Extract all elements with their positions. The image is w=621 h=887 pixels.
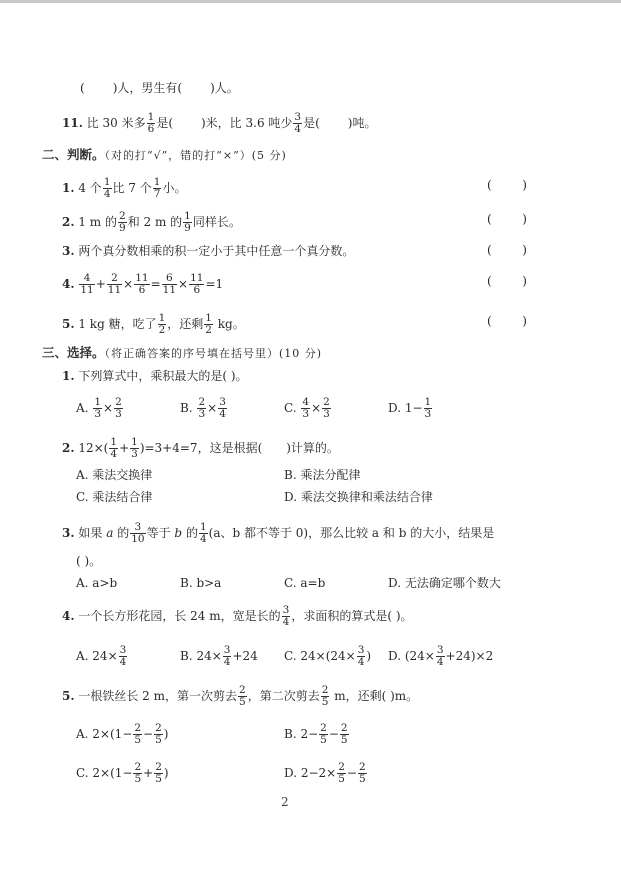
operator: × bbox=[123, 277, 134, 291]
answer-box[interactable]: ( ) bbox=[487, 212, 527, 226]
option-c[interactable]: C. $\frac{4}{3}$ × $\frac{2}{3}$ bbox=[284, 396, 330, 420]
question-number: 3. bbox=[62, 526, 75, 540]
choice-question-2: 2. 12×( $\frac{1}{4}$ + $\frac{1}{3}$ )=3+4=7，这是根据( )计算的。 bbox=[62, 436, 339, 460]
paren-open: ( bbox=[80, 81, 85, 95]
option-d[interactable]: D. (24× $\frac{3}{4}$ +24)×2 bbox=[388, 644, 494, 668]
question-text: 和 2 m 的 bbox=[127, 215, 183, 229]
option-b[interactable]: B. 2− $\frac{2}{5}$ − $\frac{2}{5}$ bbox=[284, 722, 348, 746]
question-text: 4 个 bbox=[78, 181, 102, 195]
fraction: $\frac{11}{6}$ bbox=[135, 272, 149, 296]
operator: = bbox=[150, 277, 161, 291]
option-b[interactable]: B. $\frac{2}{3}$ × $\frac{3}{4}$ bbox=[180, 396, 226, 420]
judge-item-2 bbox=[62, 211, 241, 234]
question-number: 5. bbox=[62, 317, 75, 331]
fraction: $\frac{3}{4}$ bbox=[294, 111, 302, 135]
question-number: 4. bbox=[62, 277, 75, 291]
answer-box[interactable]: ( ) bbox=[487, 274, 527, 288]
fraction: $\frac{1}{4}$ bbox=[103, 176, 111, 200]
question-11 bbox=[62, 112, 376, 135]
question-text: 是( bbox=[303, 116, 320, 130]
question-text: 两个真分数相乘的积一定小于其中任意一个真分数。 bbox=[78, 244, 355, 258]
question-number: 4. bbox=[62, 609, 75, 623]
fraction: $\frac{1}{7}$ bbox=[153, 176, 161, 200]
section-title: 三、选择。 bbox=[42, 345, 105, 360]
fraction: $\frac{1}{2}$ bbox=[158, 312, 166, 336]
question-number: 1. bbox=[62, 181, 75, 195]
option-d[interactable]: D. 无法确定哪个数大 bbox=[388, 576, 501, 590]
option-c[interactable]: C. a=b bbox=[284, 576, 326, 590]
option-b[interactable]: B. 24× $\frac{3}{4}$ +24 bbox=[180, 644, 258, 668]
question-text: )米，比 3.6 吨少 bbox=[201, 116, 293, 130]
question-text: 下列算式中，乘积最大的是( )。 bbox=[78, 369, 248, 383]
carryover-line bbox=[80, 80, 239, 96]
option-d[interactable]: D. 2−2× $\frac{2}{5}$ − $\frac{2}{5}$ bbox=[284, 761, 366, 785]
fraction: $\frac{2}{11}$ bbox=[107, 272, 122, 296]
fraction: $\frac{1}{2}$ bbox=[205, 312, 212, 336]
operator: × bbox=[178, 277, 189, 291]
question-text: 是( bbox=[156, 116, 173, 130]
option-a[interactable]: A. 乘法交换律 bbox=[76, 468, 153, 482]
question-text: 比 7 个 bbox=[112, 181, 152, 195]
judge-item-3 bbox=[62, 243, 354, 259]
answer-box[interactable]: ( ) bbox=[487, 243, 527, 257]
question-number: 2. bbox=[62, 441, 75, 455]
section-note: （对的打“√”，错的打“×”）(5 分) bbox=[104, 149, 287, 162]
section-title: 二、判断。 bbox=[42, 147, 105, 162]
fraction: $\frac{1}{6}$ bbox=[147, 111, 155, 135]
question-text: 1 kg 糖，吃了 bbox=[78, 317, 157, 331]
question-text: 1 m 的 bbox=[78, 215, 118, 229]
question-text: ，还剩 bbox=[167, 317, 204, 331]
option-c[interactable]: C. 2×(1− $\frac{2}{5}$ + $\frac{2}{5}$ ) bbox=[76, 761, 169, 785]
page-number: 2 bbox=[281, 795, 289, 809]
choice-question-3-blank[interactable]: ( )。 bbox=[76, 554, 102, 568]
option-c[interactable]: C. 乘法结合律 bbox=[76, 490, 153, 504]
choice-question-1 bbox=[62, 368, 248, 384]
option-a[interactable]: A. a>b bbox=[76, 576, 118, 590]
fraction: $\frac{1}{9}$ bbox=[184, 210, 191, 234]
option-b[interactable]: B. 乘法分配律 bbox=[284, 468, 361, 482]
choice-question-5: 5. 一根铁丝长 2 m，第一次剪去 $\frac{2}{5}$ ，第二次剪去 $\frac{2}{5}$ m，还剩( )m。 bbox=[62, 684, 419, 708]
fraction: $\frac{4}{11}$ bbox=[80, 272, 94, 296]
question-number: 3. bbox=[62, 244, 75, 258]
section-note: （将正确答案的序号填在括号里）(10 分) bbox=[104, 347, 323, 360]
question-text: 小。 bbox=[162, 181, 187, 195]
option-b[interactable]: B. b>a bbox=[180, 576, 222, 590]
judge-item-1 bbox=[62, 177, 186, 200]
operator: =1 bbox=[205, 277, 224, 291]
section-2-header bbox=[42, 147, 287, 164]
option-a[interactable]: A. 2×(1− $\frac{2}{5}$ − $\frac{2}{5}$ ) bbox=[76, 722, 169, 746]
option-a[interactable]: A. $\frac{1}{3}$ × $\frac{2}{3}$ bbox=[76, 396, 122, 420]
question-text: 同样长。 bbox=[192, 215, 241, 229]
question-number: 1. bbox=[62, 369, 75, 383]
carryover-text: )人，男生有( bbox=[112, 81, 183, 95]
top-border bbox=[0, 0, 621, 3]
fraction: $\frac{11}{6}$ bbox=[190, 272, 204, 296]
fraction: $\frac{2}{9}$ bbox=[119, 210, 126, 234]
question-text: 比 30 米多 bbox=[86, 116, 146, 130]
choice-question-3: 3. 如果 a 的 $\frac{3}{10}$ 等于 b 的 $\frac{1}{4}$ (a、b 都不等于 0)，那么比较 a 和 b 的大小，结果是 bbox=[62, 521, 495, 545]
operator: + bbox=[95, 277, 106, 291]
question-text: )吨。 bbox=[347, 116, 377, 130]
answer-box[interactable]: ( ) bbox=[487, 314, 527, 328]
judge-item-5 bbox=[62, 313, 245, 336]
question-number: 2. bbox=[62, 215, 75, 229]
option-d[interactable]: D. 乘法交换律和乘法结合律 bbox=[284, 490, 433, 504]
option-a[interactable]: A. 24× $\frac{3}{4}$ bbox=[76, 644, 127, 668]
option-d[interactable]: D. 1− $\frac{1}{3}$ bbox=[388, 396, 432, 420]
question-text: kg。 bbox=[213, 317, 245, 331]
judge-item-4 bbox=[62, 273, 223, 296]
fraction: $\frac{6}{11}$ bbox=[162, 272, 177, 296]
choice-question-4: 4. 一个长方形花园，长 24 m，宽是长的 $\frac{3}{4}$ ，求面积的算式是( )。 bbox=[62, 604, 413, 628]
option-c[interactable]: C. 24×(24× $\frac{3}{4}$ ) bbox=[284, 644, 372, 668]
question-number: 11. bbox=[62, 116, 83, 130]
answer-box[interactable]: ( ) bbox=[487, 178, 527, 192]
carryover-end: )人。 bbox=[210, 81, 239, 95]
section-3-header bbox=[42, 345, 322, 362]
question-number: 5. bbox=[62, 689, 75, 703]
